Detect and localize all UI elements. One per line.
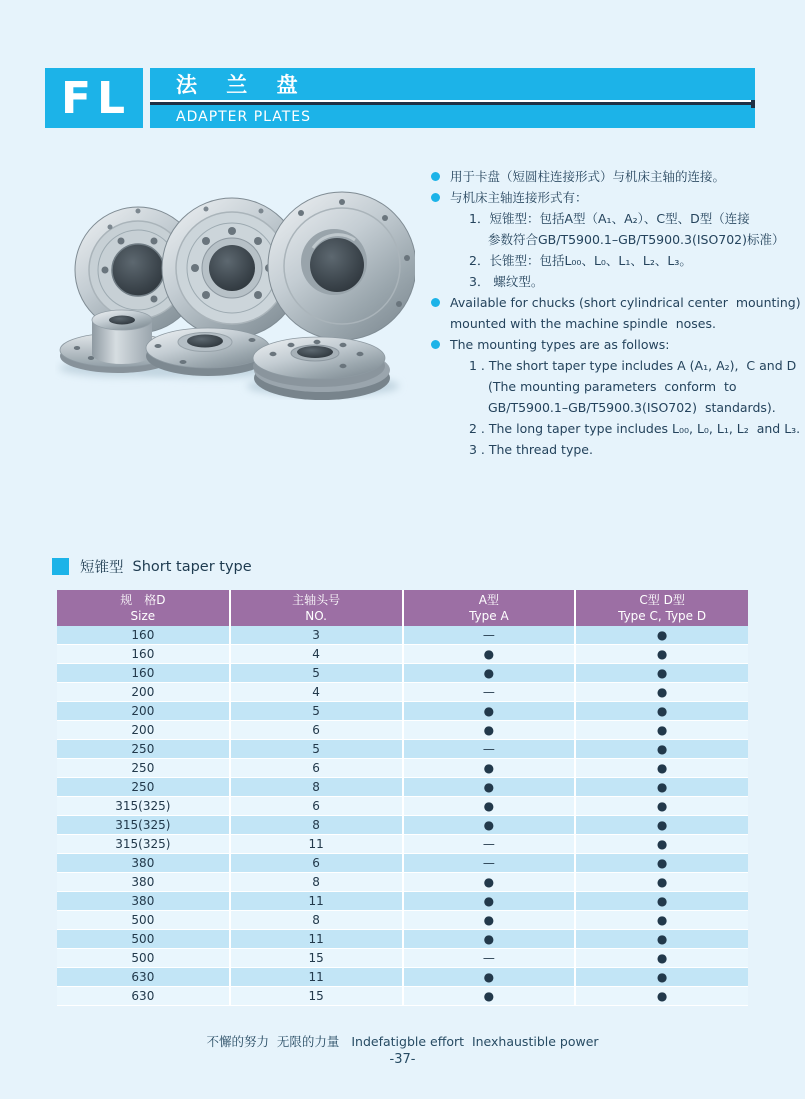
column-header: [57, 590, 230, 626]
note-line: [431, 250, 791, 271]
note-text: 2．长锥型：包括L₀₀、L₀、L₁、L₂、L₃。: [469, 253, 692, 268]
cell-type-cd: ●: [575, 721, 748, 740]
note-text: 与机床主轴连接形式有：: [450, 190, 588, 205]
table-row: [57, 949, 748, 968]
cell-size: 160: [57, 645, 230, 664]
cell-size: 380: [57, 854, 230, 873]
cell-type-cd: ●: [575, 835, 748, 854]
note-line: [431, 439, 791, 460]
cell-type-a: ●: [403, 816, 576, 835]
cell-type-a: ●: [403, 664, 576, 683]
bullet-icon: [431, 340, 440, 349]
cell-size: 315(325): [57, 816, 230, 835]
short-taper-table: [57, 590, 748, 1006]
note-line: [431, 166, 791, 187]
cell-spindle-no: 5: [230, 664, 403, 683]
cell-size: 630: [57, 987, 230, 1006]
section-marker-icon: [52, 558, 69, 575]
cell-size: 500: [57, 930, 230, 949]
note-text: Available for chucks (short cylindrical center mounting): [450, 295, 801, 310]
table-row: [57, 930, 748, 949]
cell-type-cd: ●: [575, 816, 748, 835]
cell-type-a: ●: [403, 759, 576, 778]
note-line: [431, 355, 797, 376]
cell-size: 250: [57, 778, 230, 797]
cell-type-cd: ●: [575, 797, 748, 816]
cell-type-a: ●: [403, 987, 576, 1006]
cell-spindle-no: 6: [230, 797, 403, 816]
product-notes: [431, 166, 801, 460]
column-header-cn: 主轴头号: [292, 592, 341, 607]
page-header: [150, 68, 755, 128]
cell-spindle-no: 5: [230, 702, 403, 721]
cell-size: 315(325): [57, 797, 230, 816]
table-header-row: [57, 590, 748, 626]
table-row: [57, 911, 748, 930]
cell-spindle-no: 5: [230, 740, 403, 759]
cell-size: 380: [57, 873, 230, 892]
cell-type-a: ●: [403, 797, 576, 816]
note-line: [431, 397, 791, 418]
cell-size: 160: [57, 664, 230, 683]
cell-type-cd: ●: [575, 854, 748, 873]
cell-type-cd: ●: [575, 740, 748, 759]
cell-type-cd: ●: [575, 778, 748, 797]
cell-type-a: ●: [403, 892, 576, 911]
table-row: [57, 892, 748, 911]
cell-type-cd: ●: [575, 968, 748, 987]
page-title-en: ADAPTER PLATES: [150, 105, 755, 128]
cell-size: 250: [57, 740, 230, 759]
cell-type-a: ●: [403, 702, 576, 721]
note-text: 用于卡盘（短圆柱连接形式）与机床主轴的连接。: [450, 169, 726, 184]
footer-slogan: 不懈的努力 无限的力量 Indefatigble effort Inexhaustible power: [206, 1034, 599, 1049]
column-header-en: Type A: [469, 609, 509, 623]
note-text: 参数符合GB/T5900.1–GB/T5900.3(ISO702)标准）: [488, 232, 785, 247]
cell-size: 315(325): [57, 835, 230, 854]
page-number: -37-: [389, 1052, 416, 1067]
page-title-cn: 法 兰 盘: [150, 68, 755, 100]
cell-type-cd: ●: [575, 626, 748, 645]
cell-spindle-no: 4: [230, 645, 403, 664]
column-header-en: NO.: [305, 609, 327, 623]
note-text: 2 . The long taper type includes L₀₀, L₀, L₁, L₂ and L₃.: [469, 421, 801, 436]
cell-spindle-no: 11: [230, 968, 403, 987]
cell-spindle-no: 6: [230, 759, 403, 778]
cell-type-cd: ●: [575, 911, 748, 930]
column-header-en: Size: [130, 609, 156, 623]
note-line: [431, 313, 791, 334]
cell-type-cd: ●: [575, 930, 748, 949]
cell-size: 500: [57, 911, 230, 930]
cell-type-cd: ●: [575, 645, 748, 664]
note-text: The mounting types are as follows:: [450, 337, 670, 352]
adapter-plates-photo: [55, 170, 415, 400]
cell-type-a: —: [403, 949, 576, 968]
cell-type-cd: ●: [575, 892, 748, 911]
cell-type-a: —: [403, 683, 576, 702]
cell-type-a: ●: [403, 778, 576, 797]
table-row: [57, 778, 748, 797]
table-row: [57, 702, 748, 721]
note-line: [431, 376, 791, 397]
cell-size: 500: [57, 949, 230, 968]
cell-type-cd: ●: [575, 873, 748, 892]
note-line: [431, 208, 791, 229]
cell-type-cd: ●: [575, 664, 748, 683]
cell-spindle-no: 4: [230, 683, 403, 702]
cell-type-a: ●: [403, 911, 576, 930]
table-row: [57, 797, 748, 816]
cell-type-a: ●: [403, 968, 576, 987]
cell-spindle-no: 15: [230, 987, 403, 1006]
column-header: [403, 590, 576, 626]
column-header-en: Type C, Type D: [618, 609, 707, 623]
table-row: [57, 873, 748, 892]
cell-type-a: ●: [403, 721, 576, 740]
note-text: mounted with the machine spindle noses.: [450, 316, 716, 331]
column-header-cn: C型 D型: [639, 592, 685, 607]
table-row: [57, 987, 748, 1006]
fl-logo: FL: [45, 68, 143, 128]
table-row: [57, 968, 748, 987]
table-row: [57, 664, 748, 683]
cell-spindle-no: 15: [230, 949, 403, 968]
note-line: [431, 229, 791, 250]
cell-spindle-no: 6: [230, 854, 403, 873]
note-line: [431, 334, 791, 355]
table-row: [57, 645, 748, 664]
note-text: 1 . The short taper type includes A (A₁, A₂), C and D: [469, 358, 797, 373]
bullet-icon: [431, 172, 440, 181]
cell-spindle-no: 6: [230, 721, 403, 740]
header-divider-endcap: [751, 100, 755, 108]
bullet-icon: [431, 298, 440, 307]
table-row: [57, 759, 748, 778]
table-row: [57, 683, 748, 702]
section-title: [52, 556, 252, 577]
note-line: [431, 271, 791, 292]
cell-type-a: —: [403, 626, 576, 645]
cell-type-a: ●: [403, 645, 576, 664]
note-line: [431, 418, 801, 439]
table-row: [57, 740, 748, 759]
column-header-cn: A型: [478, 592, 499, 607]
cell-spindle-no: 8: [230, 873, 403, 892]
cell-type-a: ●: [403, 930, 576, 949]
note-text: (The mounting parameters conform to: [488, 379, 737, 394]
column-header: [575, 590, 748, 626]
cell-type-a: ●: [403, 873, 576, 892]
column-header: [230, 590, 403, 626]
note-line: [431, 187, 791, 208]
header-divider: [150, 102, 755, 105]
cell-spindle-no: 8: [230, 778, 403, 797]
cell-spindle-no: 11: [230, 835, 403, 854]
column-header-cn: 规 格D: [120, 592, 166, 607]
section-title-cn: 短锥型: [80, 560, 124, 576]
cell-type-a: —: [403, 854, 576, 873]
cell-type-cd: ●: [575, 987, 748, 1006]
cell-size: 200: [57, 702, 230, 721]
note-text: 1．短锥型：包括A型（A₁、A₂）、C型、D型（连接: [469, 211, 750, 226]
bullet-icon: [431, 193, 440, 202]
cell-size: 200: [57, 683, 230, 702]
note-line: [431, 292, 801, 313]
cell-spindle-no: 8: [230, 911, 403, 930]
table-row: [57, 816, 748, 835]
adapter-plates-illustration: [55, 170, 415, 400]
cell-spindle-no: 8: [230, 816, 403, 835]
cell-size: 380: [57, 892, 230, 911]
table-row: [57, 721, 748, 740]
cell-type-cd: ●: [575, 683, 748, 702]
cell-type-cd: ●: [575, 949, 748, 968]
cell-type-cd: ●: [575, 702, 748, 721]
cell-spindle-no: 11: [230, 892, 403, 911]
cell-size: 250: [57, 759, 230, 778]
table-row: [57, 626, 748, 645]
note-text: 3 . The thread type.: [469, 442, 593, 457]
cell-type-cd: ●: [575, 759, 748, 778]
table-row: [57, 835, 748, 854]
section-title-en: Short taper type: [132, 558, 252, 575]
cell-type-a: —: [403, 740, 576, 759]
cell-size: 630: [57, 968, 230, 987]
cell-spindle-no: 3: [230, 626, 403, 645]
cell-size: 200: [57, 721, 230, 740]
note-text: 3． 螺纹型。: [469, 274, 544, 289]
note-text: GB/T5900.1–GB/T5900.3(ISO702) standards).: [488, 400, 776, 415]
cell-spindle-no: 11: [230, 930, 403, 949]
cell-size: 160: [57, 626, 230, 645]
table-row: [57, 854, 748, 873]
cell-type-a: —: [403, 835, 576, 854]
